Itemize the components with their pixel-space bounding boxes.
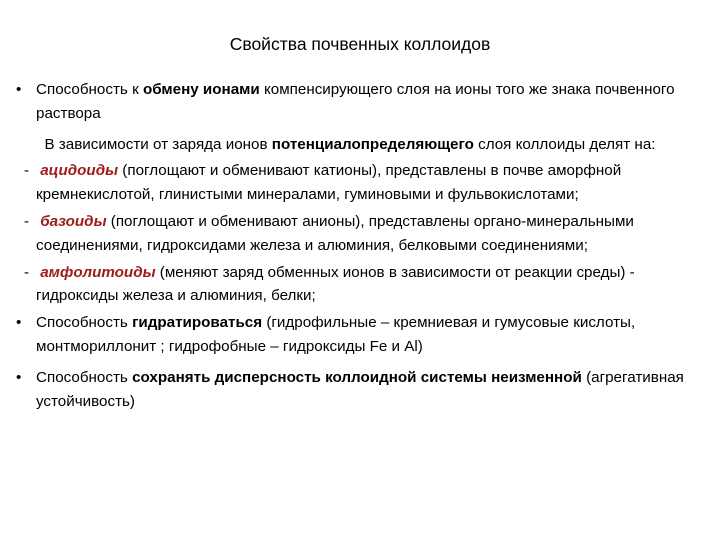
bullet-ion-exchange-pre: Способность к (36, 81, 143, 98)
bullet-marker: • (16, 368, 22, 386)
sub-item-ampholytoids (14, 261, 704, 309)
term-basoids: базоиды (40, 212, 107, 230)
bullet-dispersity-post: (агрегативная устойчивость) (36, 368, 684, 410)
charge-paragraph (14, 133, 704, 157)
bullet-hydration-post: (гидрофильные – кремниевая и гумусовые кислоты, монтмориллонит ; гидрофобные – гидроксиды Fe и Al) (36, 314, 636, 355)
bullet-hydration (14, 311, 704, 359)
dash-marker: - (24, 162, 30, 180)
bullet-marker: • (16, 314, 22, 332)
bullet-ion-exchange-post: компенсирующего слоя на ионы того же знака почвенного раствора (36, 81, 675, 122)
bullet-marker: • (16, 81, 22, 98)
charge-paragraph-bold: потенциалопределяющего (271, 135, 474, 153)
charge-paragraph-pre: В зависимости от заряда ионов (44, 135, 272, 153)
bullet-dispersity-pre: Способность (36, 368, 133, 386)
bullet-ion-exchange-bold: обмену ионами (142, 81, 260, 98)
acidoids-description: (поглощают и обменивают катионы), представлены в почве аморфной кремнекислотой, глинистыми минералами, гуминовыми и фульвокислотами; (36, 162, 622, 204)
term-ampholytoids: амфолитоиды (40, 263, 156, 281)
slide-title: Свойства почвенных коллоидов (229, 34, 491, 54)
sub-item-acidoids (14, 159, 704, 207)
dash-marker: - (24, 212, 30, 230)
slide-content (14, 78, 704, 420)
basoids-description: (поглощают и обменивают анионы), представлены органо-минеральными соединениями, гидроксидами железа и алюминия, белковыми соединениями; (36, 212, 634, 254)
bullet-ion-exchange (14, 78, 704, 126)
charge-paragraph-post: слоя коллоиды делят на: (473, 135, 656, 153)
bullet-dispersity (14, 366, 704, 414)
ampholytoids-description: (меняют заряд обменных ионов в зависимости от реакции среды) - гидроксиды железа и алюминия, белки; (36, 263, 635, 305)
dash-marker: - (24, 263, 30, 281)
sub-item-basoids (14, 210, 704, 258)
bullet-dispersity-bold: сохранять дисперсность коллоидной системы неизменной (132, 368, 582, 386)
term-acidoids: ацидоиды (40, 162, 119, 180)
bullet-hydration-pre: Способность (36, 314, 133, 332)
bullet-hydration-bold: гидратироваться (132, 314, 263, 332)
